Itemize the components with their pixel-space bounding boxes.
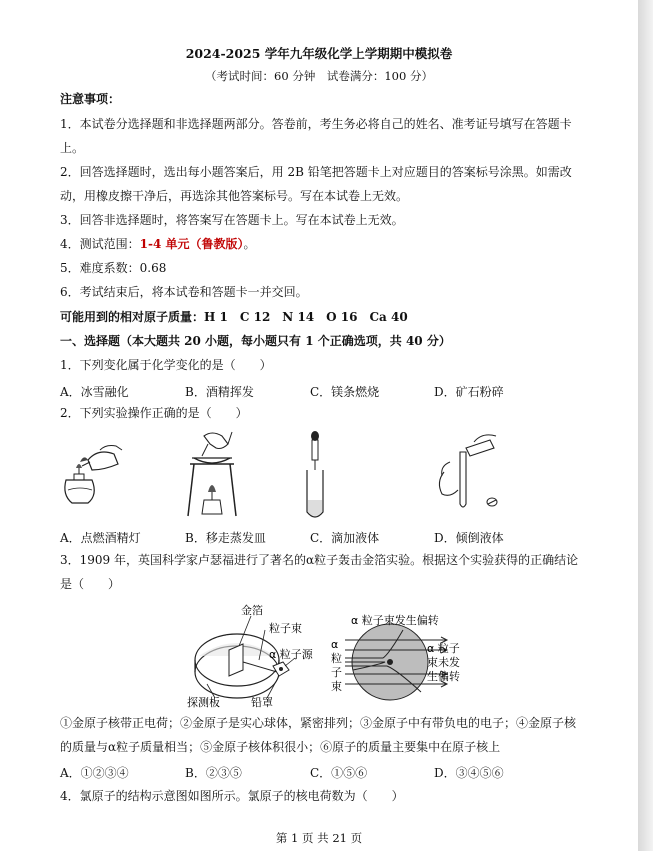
notice-heading: 注意事项： bbox=[60, 92, 121, 106]
label-undeflected-1: α 粒子 bbox=[427, 642, 460, 655]
q3-option-b: B．②③⑤ bbox=[185, 766, 242, 780]
q1-option-c: C．镁条燃烧 bbox=[310, 385, 380, 399]
section-1-heading: 一、选择题（本大题共 20 小题，每小题只有 1 个正确选项，共 40 分） bbox=[60, 334, 451, 348]
q3-conclusions-b: 的质量与α粒子质量相当；⑤金原子核体积很小；⑥原子的质量主要集中在原子核上 bbox=[60, 740, 501, 754]
notice-item-3: 3．回答非选择题时，将答案写在答题卡上。写在本试卷上无效。 bbox=[60, 213, 404, 227]
notice-item-2a: 2．回答选择题时，选出每小题答案后，用 2B 铅笔把答题卡上对应题目的答案标号涂黑。如需改 bbox=[60, 165, 572, 179]
q3-stem-b: 是（ ） bbox=[60, 577, 121, 591]
label-alpha-col-1: α bbox=[331, 638, 339, 651]
label-alpha-source: α 粒子源 bbox=[269, 648, 313, 661]
q1-option-d: D．矿石粉碎 bbox=[434, 385, 504, 399]
q1-stem: 1．下列变化属于化学变化的是（ ） bbox=[60, 358, 272, 372]
q2-figure-b bbox=[182, 430, 242, 520]
label-gold-foil: 金箔 bbox=[241, 604, 263, 617]
page-edge-shadow bbox=[638, 0, 653, 851]
q3-option-d: D．③④⑤⑥ bbox=[434, 766, 504, 780]
notice-item-4 bbox=[60, 237, 256, 251]
notice-item-4-prefix: 4．测试范围： bbox=[60, 237, 140, 251]
q2-option-c: C．滴加液体 bbox=[310, 531, 380, 545]
q1-option-b: B．酒精挥发 bbox=[185, 385, 254, 399]
label-undeflected-2: 束未发 bbox=[427, 656, 460, 669]
q1-option-a: A．冰雪融化 bbox=[60, 385, 129, 399]
q2-option-b: B．移走蒸发皿 bbox=[185, 531, 266, 545]
q4-stem: 4．氯原子的结构示意图如图所示。氯原子的核电荷数为（ ） bbox=[60, 789, 404, 803]
exam-title: 2024-2025 学年九年级化学上学期期中模拟卷 bbox=[185, 46, 453, 61]
q3-rutherford-figure bbox=[185, 600, 470, 710]
q2-option-a: A．点燃酒精灯 bbox=[60, 531, 141, 545]
notice-item-1a: 1．本试卷分选择题和非选择题两部分。答卷前，考生务必将自己的姓名、准考证号填写在答题卡 bbox=[60, 117, 572, 131]
notice-item-2b: 动，用橡皮擦干净后，再选涂其他答案标号。写在本试卷上无效。 bbox=[60, 189, 409, 203]
q3-option-c: C．①⑤⑥ bbox=[310, 766, 368, 780]
q3-option-a: A．①②③④ bbox=[60, 766, 129, 780]
q3-conclusions-a: ①金原子核带正电荷；②金原子是实心球体，紧密排列；③金原子中有带负电的电子；④金原子核 bbox=[60, 716, 577, 730]
label-alpha-col-3: 子 bbox=[331, 666, 342, 679]
test-range: 1-4 单元（鲁教版） bbox=[139, 237, 244, 251]
exam-subtitle: （考试时间：60 分钟 试卷满分：100 分） bbox=[205, 69, 433, 83]
atomic-mass-line: 可能用到的相对原子质量：H 1 C 12 N 14 O 16 Ca 40 bbox=[60, 310, 408, 324]
label-deflected-beam: α 粒子束发生偏转 bbox=[351, 614, 439, 627]
q2-figure-a bbox=[58, 440, 128, 515]
notice-item-1b: 上。 bbox=[60, 141, 85, 155]
label-lead-shield: 铅罩 bbox=[251, 696, 273, 709]
q2-figure-d bbox=[430, 432, 505, 517]
label-alpha-col-2: 粒 bbox=[331, 652, 342, 665]
page-footer: 第 1 页 共 21 页 bbox=[275, 831, 363, 845]
label-undeflected-3: 生偏转 bbox=[427, 670, 460, 683]
label-detector: 探测板 bbox=[187, 696, 220, 709]
q3-stem-a: 3．1909 年，英国科学家卢瑟福进行了著名的α粒子轰击金箔实验。根据这个实验获得的正确结论 bbox=[60, 553, 579, 567]
q2-stem: 2．下列实验操作正确的是（ ） bbox=[60, 406, 248, 420]
notice-item-4-suffix: 。 bbox=[243, 237, 256, 251]
notice-item-6: 6．考试结束后，将本试卷和答题卡一并交回。 bbox=[60, 285, 308, 299]
q2-option-d: D．倾倒液体 bbox=[434, 531, 504, 545]
q2-figure-c bbox=[300, 430, 330, 525]
label-alpha-col-4: 束 bbox=[331, 680, 342, 693]
label-particle-beam: 粒子束 bbox=[269, 622, 302, 635]
notice-item-5: 5．难度系数：0.68 bbox=[60, 261, 167, 275]
